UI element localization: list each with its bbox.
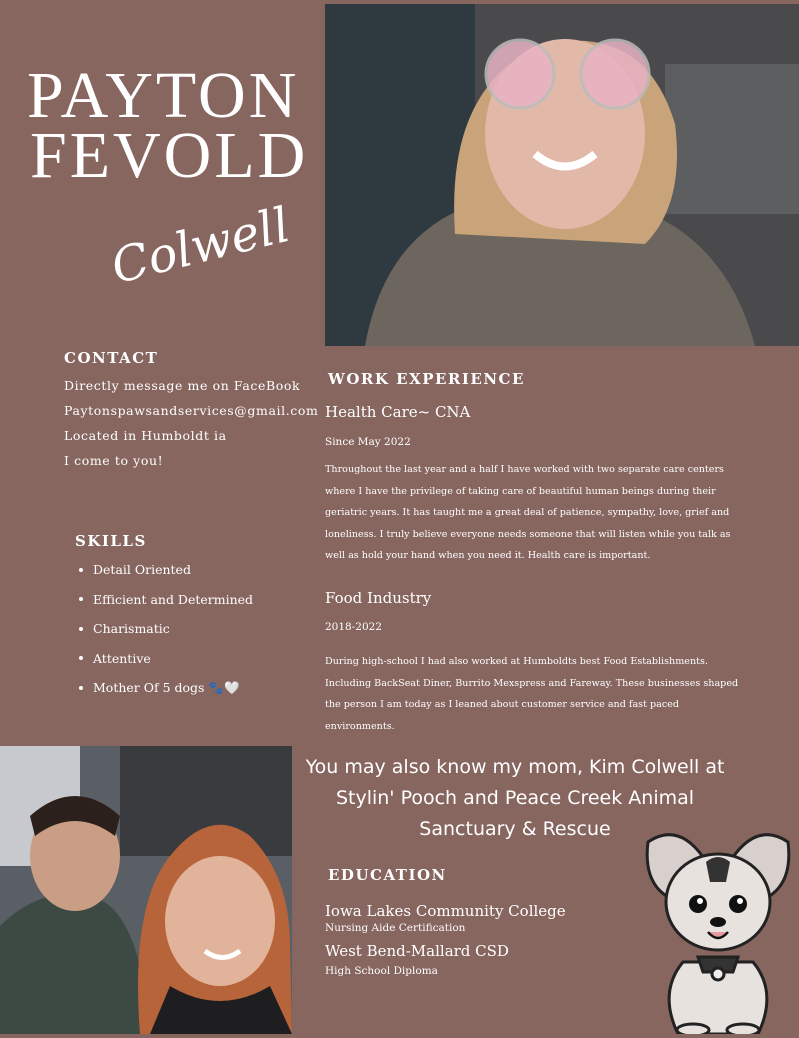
description-line: geriatric years. It has taught me a great deal of patience, sympathy, love, grief and: [325, 507, 730, 518]
bullet-icon: [79, 686, 83, 690]
skill-label: Efficient and Determined: [93, 591, 254, 607]
contact-line: I come to you!: [64, 453, 164, 468]
note-line: You may also know my mom, Kim Colwell at: [305, 756, 725, 778]
skills-list: [79, 555, 253, 703]
description-line: During high-school I had also worked at Humboldts best Food Establishments.: [325, 656, 708, 667]
description-line: environments.: [325, 720, 395, 732]
description-line: loneliness. I truly believe everyone needs someone that will listen while you talk as: [325, 528, 731, 540]
education-school: Iowa Lakes Community College: [325, 902, 566, 920]
skill-label: Mother Of 5 dogs 🐾🤍: [93, 679, 240, 695]
bullet-icon: [79, 656, 83, 660]
list-item: [79, 673, 253, 703]
description-line: where I have the privilege of taking care of beautiful human beings during their: [325, 485, 716, 497]
contact-email[interactable]: Paytonspawsandservices@gmail.com: [64, 403, 319, 418]
education-detail: High School Diploma: [325, 965, 438, 977]
bullet-icon: [79, 627, 83, 631]
portrait-photo: [325, 4, 799, 346]
name-middle: FEVOLD: [30, 119, 309, 192]
contact-line: Located in Humboldt ia: [64, 428, 227, 443]
job-description: [325, 651, 745, 737]
name-first: PAYTON: [27, 59, 300, 132]
job-description: [325, 459, 745, 567]
description-line: the person I am today as I leaned about customer service and fast paced: [325, 699, 680, 710]
list-item: [79, 644, 253, 674]
skill-label: Detail Oriented: [93, 562, 191, 578]
description-line: Throughout the last year and a half I have worked with two separate care centers: [325, 464, 724, 475]
name-last-script: Colwell: [105, 196, 296, 296]
job-title: Health Care~ CNA: [325, 403, 471, 421]
puppy-illustration: [638, 822, 798, 1034]
contact-line: Directly message me on FaceBook: [64, 378, 301, 393]
contact-heading: CONTACT: [64, 349, 159, 367]
description-line: Including BackSeat Diner, Burrito Mexspress and Fareway. These businesses shaped: [325, 677, 739, 689]
list-item: [79, 585, 253, 615]
job-date: Since May 2022: [325, 436, 411, 448]
bullet-icon: [79, 597, 83, 601]
list-item: [79, 614, 253, 644]
note-line: Stylin' Pooch and Peace Creek Animal: [335, 787, 695, 809]
couple-photo: [0, 746, 292, 1034]
job-title: Food Industry: [325, 589, 432, 607]
description-line: well as hold your hand when you need it. Health care is important.: [325, 550, 651, 561]
skills-heading: SKILLS: [75, 532, 147, 550]
list-item: [79, 555, 253, 585]
bullet-icon: [79, 568, 83, 572]
education-school: West Bend-Mallard CSD: [325, 942, 509, 960]
education-detail: Nursing Aide Certification: [325, 922, 466, 934]
skill-label: Attentive: [93, 650, 151, 666]
note-line: Sanctuary & Rescue: [419, 818, 611, 840]
education-heading: EDUCATION: [328, 866, 447, 884]
skill-label: Charismatic: [93, 621, 170, 637]
job-date: 2018-2022: [325, 621, 382, 633]
work-heading: WORK EXPERIENCE: [328, 370, 525, 388]
